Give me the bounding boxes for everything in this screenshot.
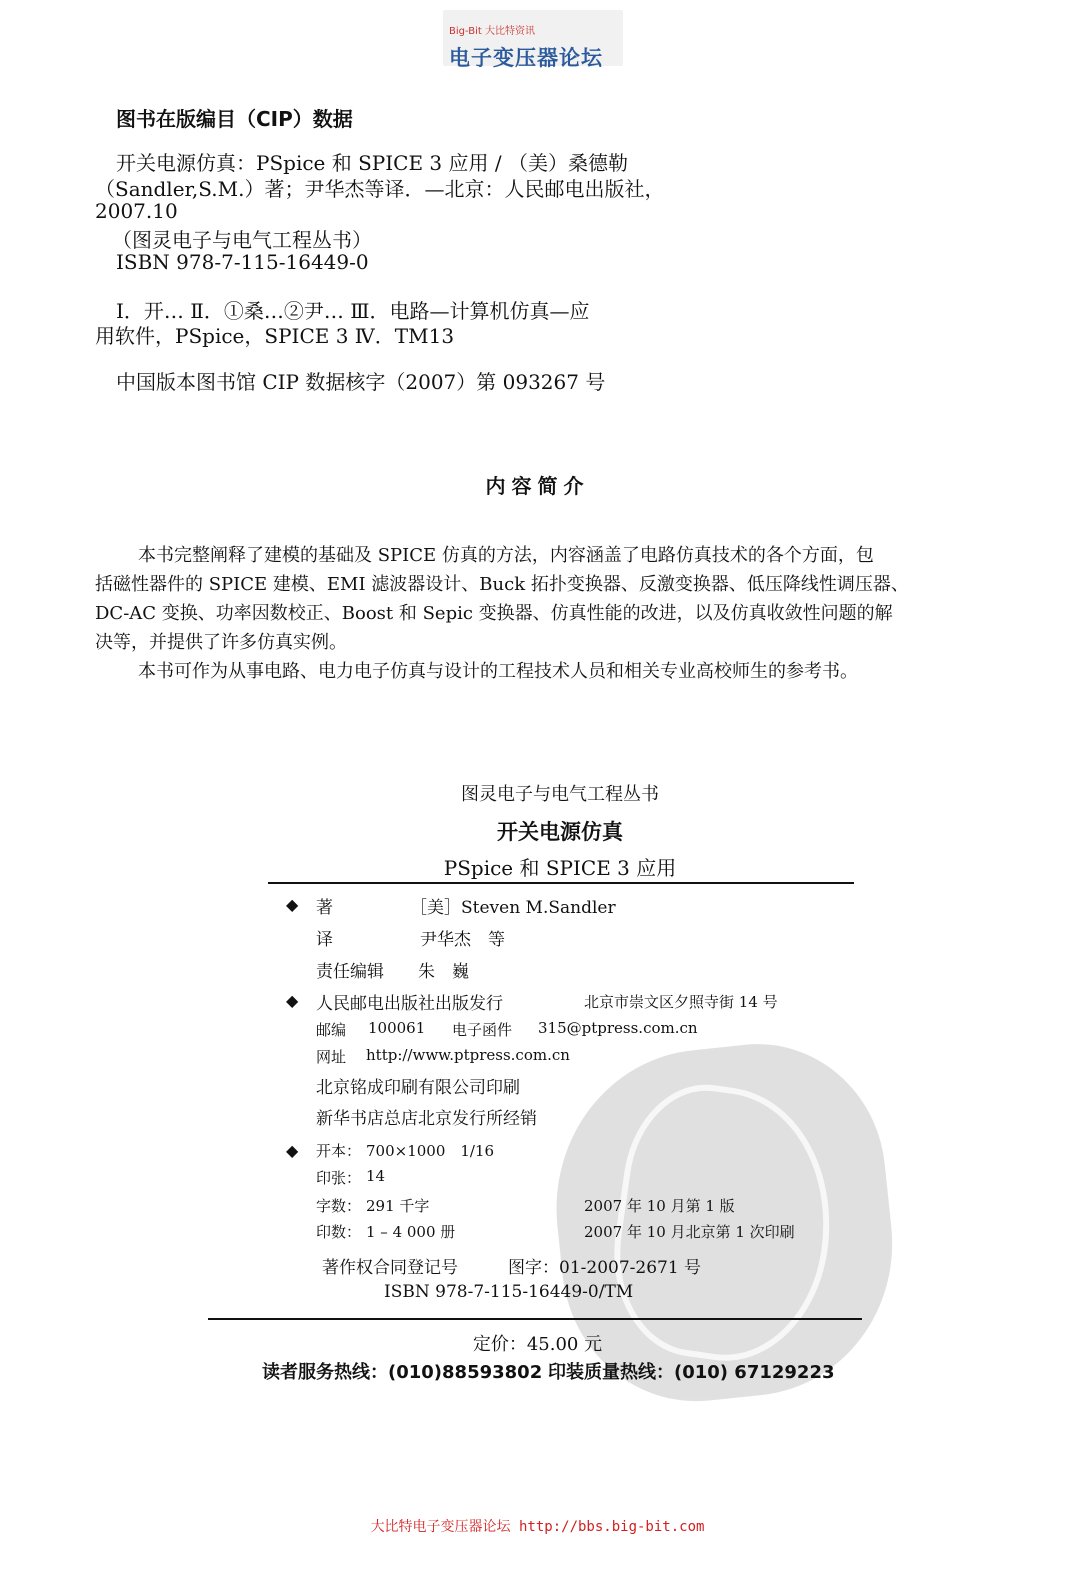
printing: 2007 年 10 月北京第 1 次印刷	[584, 1223, 795, 1241]
format-label: 开本：	[316, 1142, 362, 1160]
imprint-isbn: ISBN 978-7-115-16449-0/TM	[384, 1282, 634, 1302]
series-name: 图灵电子与电气工程丛书	[461, 784, 659, 805]
cip-line: 开关电源仿真：PSpice 和 SPICE 3 应用 / （美）桑德勒	[116, 151, 628, 175]
website-label: 网址	[316, 1048, 347, 1066]
reader-hotline: 读者服务热线：(010)88593802	[262, 1362, 543, 1383]
postcode: 100061	[368, 1019, 426, 1037]
intro-line: 决等，并提供了许多仿真实例。	[95, 632, 347, 653]
intro-line: 括磁性器件的 SPICE 建模、EMI 滤波器设计、Buck 拓扑变换器、反激变换器、低压降线性调压器、	[95, 574, 909, 595]
distributor: 新华书店总店北京发行所经销	[316, 1109, 537, 1129]
intro-line: 本书可作为从事电路、电力电子仿真与设计的工程技术人员和相关专业高校师生的参考书。	[138, 661, 858, 682]
author: ［美］Steven M.Sandler	[410, 898, 616, 918]
sheets-label: 印张：	[316, 1169, 362, 1187]
footer-forum-link[interactable]: 大比特电子变压器论坛 http://bbs.big-bit.com	[370, 1519, 705, 1535]
logo-tagline: Big-Bit 大比特资讯	[449, 26, 535, 37]
logo-title: 电子变压器论坛	[449, 46, 603, 70]
website-url: http://www.ptpress.com.cn	[366, 1046, 570, 1064]
diamond-bullet: ◆	[286, 895, 299, 914]
price: 定价：45.00 元	[472, 1334, 603, 1355]
cip-record: 中国版本图书馆 CIP 数据核字（2007）第 093267 号	[116, 370, 606, 394]
format: 700×1000 1/16	[366, 1142, 495, 1160]
copyright-number: 图字：01-2007-2671 号	[508, 1258, 702, 1278]
author-label: 著	[316, 898, 333, 918]
publisher: 人民邮电出版社出版发行	[316, 994, 503, 1014]
email-label: 电子函件	[452, 1021, 513, 1039]
editor: 朱 巍	[418, 962, 469, 982]
words-label: 字数：	[316, 1197, 362, 1215]
copyright-label: 著作权合同登记号	[322, 1258, 458, 1278]
cip-line: 2007.10	[95, 199, 178, 223]
edition: 2007 年 10 月第 1 版	[584, 1197, 735, 1215]
cip-isbn: ISBN 978-7-115-16449-0	[116, 250, 369, 274]
cip-classification: 用软件，PSpice，SPICE 3 Ⅳ．TM13	[95, 324, 455, 348]
cip-line: （图灵电子与电气工程丛书）	[112, 228, 372, 252]
diamond-bullet: ◆	[286, 991, 299, 1010]
words: 291 千字	[366, 1197, 430, 1215]
printer: 北京铭成印刷有限公司印刷	[316, 1078, 520, 1098]
cip-heading: 图书在版编目（CIP）数据	[116, 107, 353, 131]
cip-classification: Ⅰ．开… Ⅱ．①桑…②尹… Ⅲ．电路—计算机仿真—应	[116, 299, 590, 323]
translator: 尹华杰 等	[420, 930, 505, 950]
bottom-rule	[208, 1318, 862, 1320]
top-rule	[268, 882, 854, 884]
postcode-label: 邮编	[316, 1021, 347, 1039]
book-subtitle: PSpice 和 SPICE 3 应用	[443, 856, 677, 880]
intro-heading: 内容简介	[485, 474, 590, 498]
cip-line: （Sandler,S.M.）著；尹华杰等译．—北京：人民邮电出版社，	[95, 177, 665, 201]
translator-label: 译	[316, 930, 333, 950]
sheets: 14	[366, 1167, 386, 1185]
editor-label: 责任编辑	[316, 962, 384, 982]
diamond-bullet: ◆	[286, 1141, 299, 1160]
intro-line: DC-AC 变换、功率因数校正、Boost 和 Sepic 变换器、仿真性能的改进，以及仿真收敛性问题的解	[95, 603, 893, 624]
forum-logo	[443, 10, 623, 70]
email-address: 315@ptpress.com.cn	[538, 1019, 698, 1037]
copies: 1 – 4 000 册	[366, 1223, 456, 1241]
book-title: 开关电源仿真	[497, 820, 623, 844]
copies-label: 印数：	[316, 1223, 362, 1241]
publisher-address: 北京市崇文区夕照寺街 14 号	[584, 993, 778, 1011]
intro-line: 本书完整阐释了建模的基础及 SPICE 仿真的方法，内容涵盖了电路仿真技术的各个方面，包	[138, 545, 874, 566]
quality-hotline: 印装质量热线：(010) 67129223	[548, 1362, 835, 1383]
